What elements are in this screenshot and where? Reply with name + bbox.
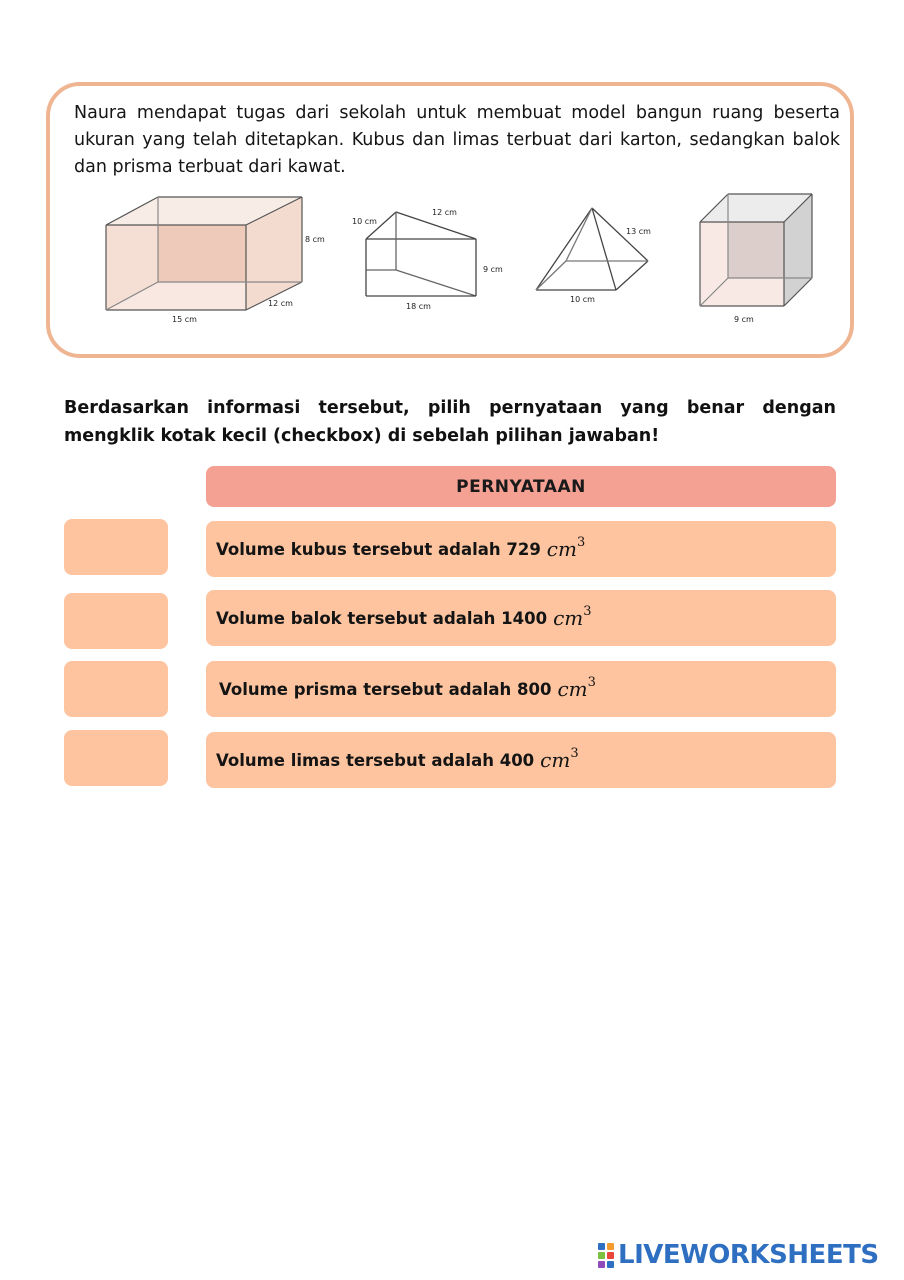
checkbox-3[interactable] <box>64 661 168 717</box>
prisma-side-a-label: 10 cm <box>352 217 377 226</box>
instruction-text: Berdasarkan informasi tersebut, pilih pernyataan yang benar dengan mengklik kotak kecil (checkbox) di sebelah pilihan jawaban! <box>64 398 836 446</box>
statement-3-text: Volume prisma tersebut adalah 800 <box>219 679 552 699</box>
story-text: Naura mendapat tugas dari sekolah untuk membuat model bangun ruang beserta ukuran yang telah ditetapkan. Kubus dan limas terbuat dari karton, sedangkan balok dan prisma terbuat dari kawat. <box>74 103 840 177</box>
kubus-edge-label: 9 cm <box>734 315 754 324</box>
statement-2-text: Volume balok tersebut adalah 1400 <box>216 608 548 628</box>
prisma-height-label: 9 cm <box>483 265 503 274</box>
balok-figure <box>106 197 325 324</box>
prisma-side-b-label: 12 cm <box>432 208 457 217</box>
statement-header: PERNYATAAN <box>206 466 836 507</box>
statement-2-unit: $cm^3$ <box>553 604 592 630</box>
story-panel <box>46 82 854 358</box>
liveworksheets-logo <box>598 1240 879 1270</box>
statement-1 <box>206 521 836 577</box>
checkbox-1[interactable] <box>64 519 168 575</box>
statement-4-unit: $cm^3$ <box>540 746 579 772</box>
statement-1-text: Volume kubus tersebut adalah 729 <box>216 539 541 559</box>
statement-3 <box>206 661 836 717</box>
logo-text: LIVEWORKSHEETS <box>618 1240 879 1270</box>
balok-width-label: 12 cm <box>268 299 293 308</box>
logo-mark-icon <box>598 1243 614 1268</box>
statement-4-text: Volume limas tersebut adalah 400 <box>216 750 535 770</box>
checkbox-2[interactable] <box>64 593 168 649</box>
prisma-base-label: 18 cm <box>406 302 431 311</box>
prisma-figure <box>366 212 476 296</box>
statement-1-unit: $cm^3$ <box>546 535 586 561</box>
limas-base-label: 10 cm <box>570 295 595 304</box>
limas-slant-label: 13 cm <box>626 227 651 236</box>
balok-height-label: 8 cm <box>305 235 325 244</box>
statement-3-unit: $cm^3$ <box>557 675 596 701</box>
limas-figure <box>536 208 648 290</box>
kubus-figure <box>700 194 812 324</box>
statement-4 <box>206 732 836 788</box>
balok-length-label: 15 cm <box>172 315 197 324</box>
checkbox-4[interactable] <box>64 730 168 786</box>
statement-2 <box>206 590 836 646</box>
solid-figures <box>50 86 850 354</box>
